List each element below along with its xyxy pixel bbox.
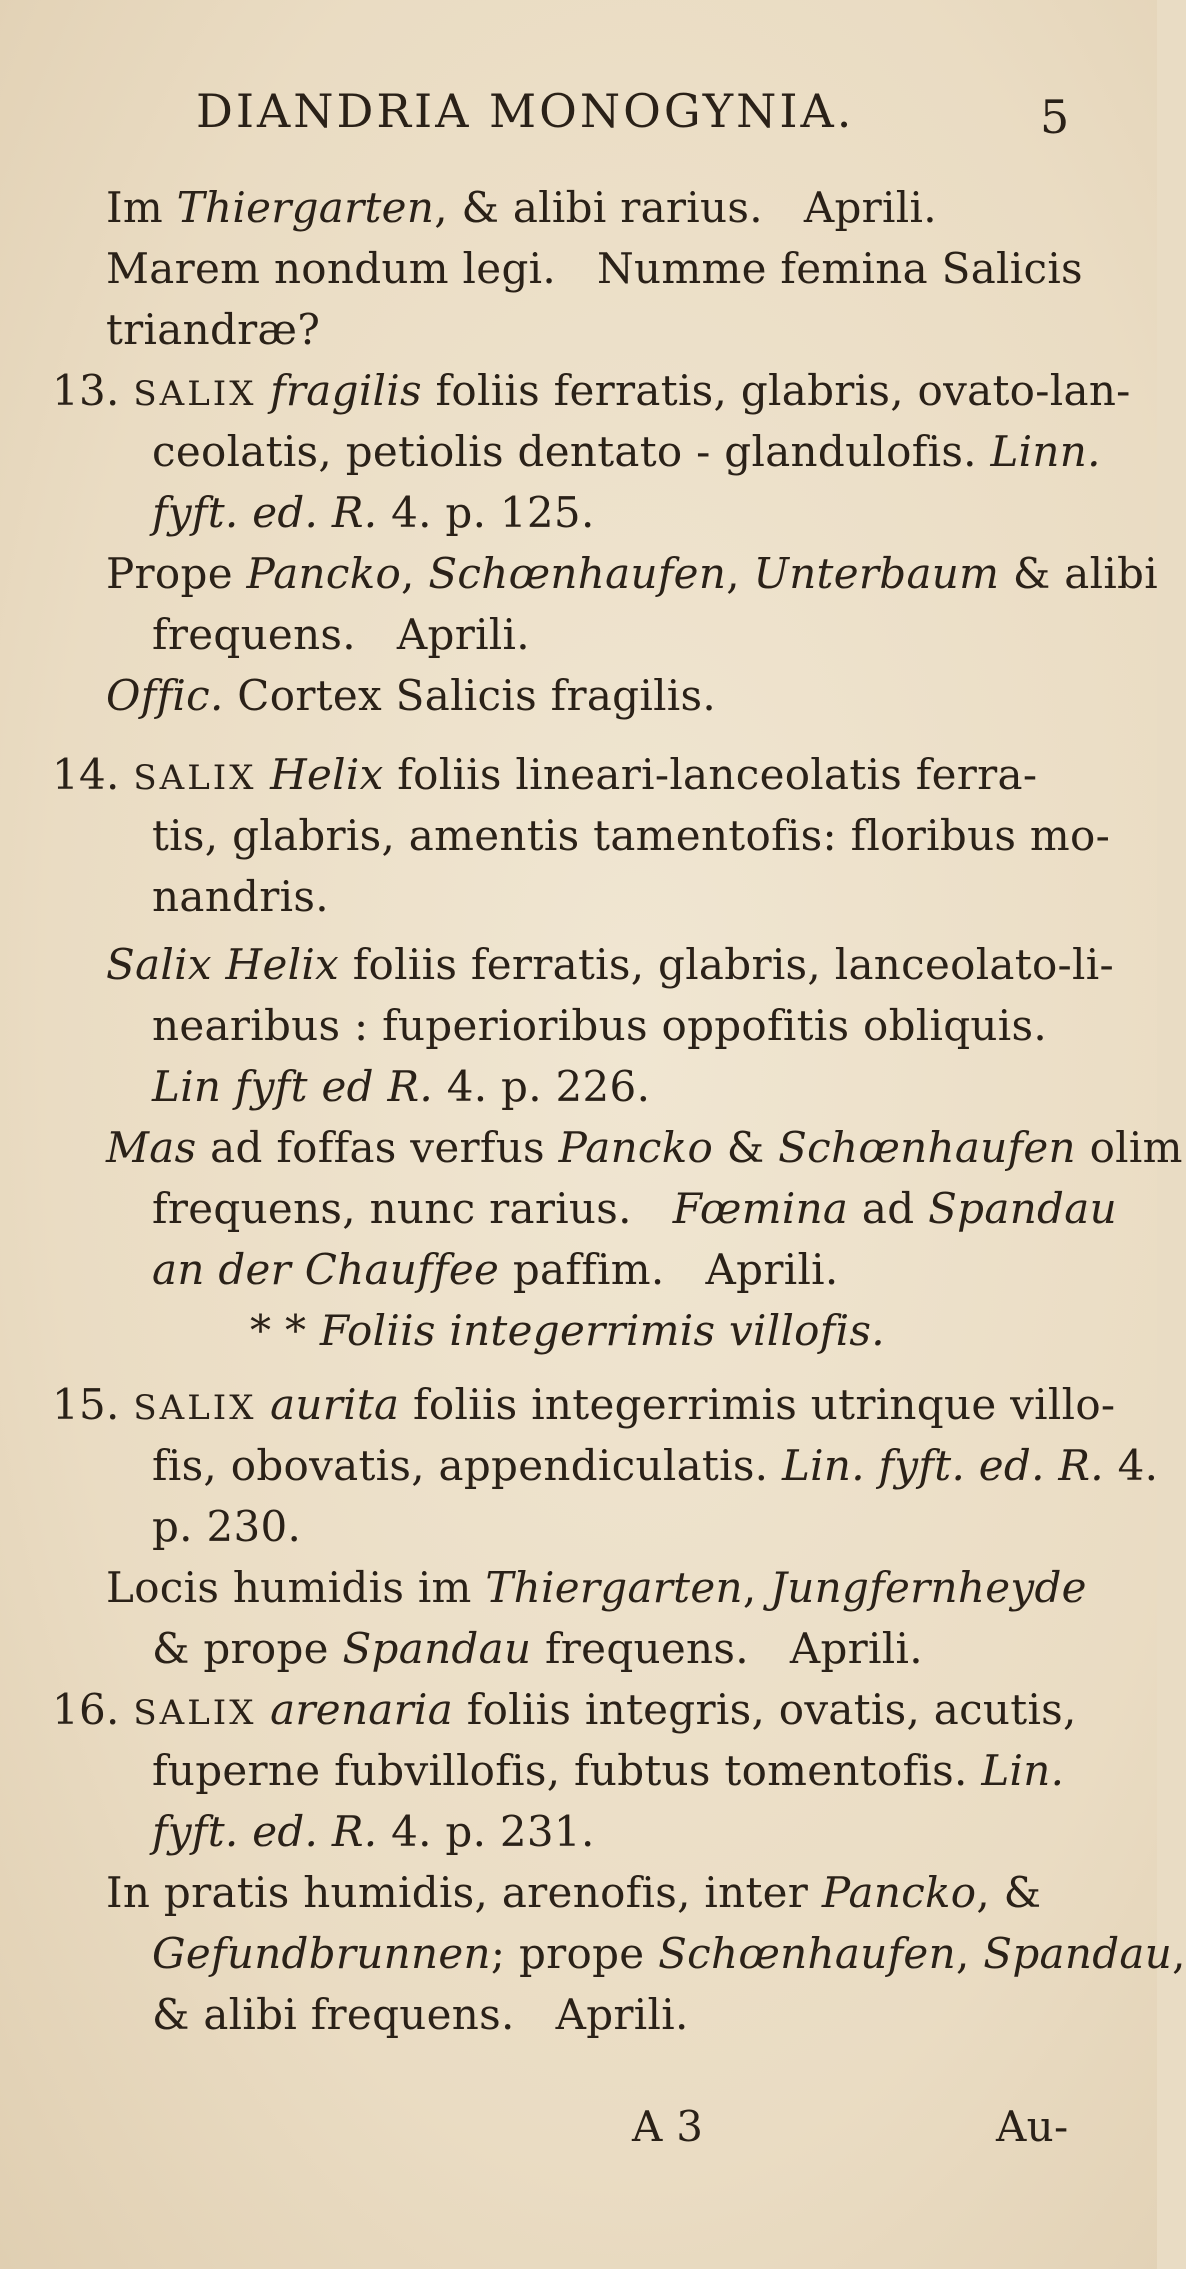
text-run: , & alibi rarius. Aprili. — [434, 183, 937, 232]
text-line — [152, 1990, 689, 2040]
italic-run: aurita — [270, 1380, 400, 1429]
running-header: DIANDRIA MONOGYNIA. — [196, 84, 855, 138]
text-line — [152, 1624, 923, 1674]
text-line — [106, 549, 1158, 599]
italic-run: Pancko — [246, 549, 402, 598]
text-run: Marem nondum legi. Numme femina Salicis — [106, 244, 1083, 293]
page-number: 5 — [1040, 90, 1073, 144]
text-run: , — [401, 549, 429, 598]
text-run: ad foffas verfus — [196, 1123, 559, 1172]
text-line — [106, 244, 1083, 294]
text-line — [52, 1685, 1077, 1738]
text-run: 4. p. 125. — [377, 488, 595, 537]
italic-run: Thiergarten — [176, 183, 435, 232]
italic-run: Linn. — [990, 427, 1101, 476]
signature-mark: A 3 — [632, 2102, 704, 2151]
text-run — [256, 750, 270, 799]
text-run: In pratis humidis, arenofis, inter — [106, 1868, 822, 1917]
text-line — [152, 1184, 1117, 1234]
text-run: triandræ? — [106, 305, 321, 354]
italic-run: Jungfernheyde — [770, 1563, 1087, 1612]
italic-run: Lin. fyft. ed. R. — [781, 1441, 1104, 1490]
italic-run: fyft. ed. R. — [152, 488, 378, 537]
text-line — [106, 940, 1114, 990]
text-run: nearibus : fuperioribus oppofitis obliquis. — [152, 1001, 1048, 1050]
italic-run: Spandau — [928, 1184, 1117, 1233]
italic-run: Spandau — [983, 1929, 1173, 1978]
italic-run: Thiergarten — [485, 1563, 743, 1612]
text-run: 4. p. 231. — [377, 1807, 595, 1856]
italic-run: Foliis integerrimis villofis. — [319, 1306, 885, 1355]
small-caps-run: SALIX — [133, 1388, 257, 1428]
text-run: frequens, nunc rarius. — [152, 1184, 673, 1233]
text-run: & alibi — [999, 549, 1158, 598]
text-line — [52, 366, 1131, 419]
catchword: Au- — [996, 2102, 1069, 2151]
text-line — [106, 1123, 1183, 1173]
text-run: Im — [106, 183, 177, 232]
text-run: & — [713, 1123, 779, 1172]
text-line — [152, 872, 329, 922]
text-run: 13. — [52, 366, 134, 415]
italic-run: Schœnhaufen — [658, 1929, 956, 1978]
text-line — [106, 1563, 1087, 1613]
text-run: ad — [848, 1184, 929, 1233]
text-run: foliis ferratis, glabris, ovato-lan- — [421, 366, 1131, 415]
text-run: 16. — [52, 1685, 134, 1734]
italic-run: Helix — [270, 750, 384, 799]
text-run: Cortex Salicis fragilis. — [223, 671, 717, 720]
text-run: * * — [250, 1306, 320, 1355]
text-line — [152, 1001, 1047, 1051]
italic-run: Salix Helix — [106, 940, 340, 989]
text-run — [256, 366, 270, 415]
italic-run: Offic. — [106, 671, 224, 720]
text-run: tis, glabris, amentis tamentofis: floribus mo- — [152, 811, 1111, 860]
text-line — [106, 671, 716, 721]
text-run: p. 230. — [152, 1502, 302, 1551]
text-run: , — [955, 1929, 984, 1978]
text-line — [52, 750, 1037, 803]
text-run: Prope — [106, 549, 247, 598]
italic-run: Mas — [106, 1123, 197, 1172]
text-run: olim — [1075, 1123, 1183, 1172]
text-run: 15. — [52, 1380, 134, 1429]
text-line — [152, 1502, 301, 1552]
text-run: 4. p. 226. — [433, 1062, 651, 1111]
text-line — [152, 1441, 1158, 1491]
small-caps-run: SALIX — [133, 374, 257, 414]
italic-run: arenaria — [270, 1685, 454, 1734]
text-line — [152, 1746, 1064, 1796]
text-run: frequens. Aprili. — [531, 1624, 923, 1673]
italic-run: Schœnhaufen — [428, 549, 727, 598]
text-run: , & — [976, 1868, 1042, 1917]
text-line — [152, 488, 595, 538]
text-run — [256, 1380, 270, 1429]
text-run: foliis ferratis, glabris, lanceolato-li- — [339, 940, 1114, 989]
text-run: 4. — [1103, 1441, 1159, 1490]
italic-run: Lin fyft ed R. — [152, 1062, 434, 1111]
text-run: , — [1172, 1929, 1186, 1978]
text-line — [152, 1807, 595, 1857]
text-line — [152, 1062, 650, 1112]
text-run: Locis humidis im — [106, 1563, 486, 1612]
italic-run: Unterbaum — [753, 549, 1000, 598]
text-line — [152, 1245, 839, 1295]
text-run: foliis integerrimis utrinque villo- — [399, 1380, 1116, 1429]
text-run: frequens. Aprili. — [152, 610, 530, 659]
text-run: ceolatis, petiolis dentato - glandulofis. — [152, 427, 991, 476]
text-line — [106, 1868, 1041, 1918]
italic-run: Fœmina — [672, 1184, 849, 1233]
text-line — [152, 610, 530, 660]
text-run: & prope — [152, 1624, 343, 1673]
text-run: 14. — [52, 750, 134, 799]
italic-run: Pancko — [558, 1123, 714, 1172]
text-run: ; prope — [490, 1929, 659, 1978]
text-run: foliis integris, ovatis, acutis, — [453, 1685, 1077, 1734]
italic-run: fyft. ed. R. — [152, 1807, 378, 1856]
italic-run: Pancko — [821, 1868, 977, 1917]
text-run: nandris. — [152, 872, 329, 921]
text-run: fis, obovatis, appendiculatis. — [152, 1441, 782, 1490]
italic-run: Gefundbrunnen — [152, 1929, 491, 1978]
text-line — [106, 305, 320, 355]
italic-run: Schœnhaufen — [778, 1123, 1076, 1172]
text-line — [250, 1306, 885, 1356]
italic-run: an der Chauffee — [152, 1245, 500, 1294]
small-caps-run: SALIX — [133, 1693, 257, 1733]
text-run: foliis lineari-lanceolatis ferra- — [383, 750, 1038, 799]
text-run: & alibi frequens. Aprili. — [152, 1990, 689, 2039]
italic-run: Spandau — [342, 1624, 532, 1673]
text-run: , — [742, 1563, 771, 1612]
text-run — [256, 1685, 270, 1734]
text-line — [106, 183, 937, 233]
text-run: paffim. Aprili. — [499, 1245, 839, 1294]
text-run: fuperne fubvillofis, fubtus tomentofis. — [152, 1746, 982, 1795]
italic-run: Lin. — [981, 1746, 1065, 1795]
text-run: , — [726, 549, 754, 598]
italic-run: fragilis — [270, 366, 422, 415]
text-line — [152, 811, 1110, 861]
text-line — [152, 427, 1101, 477]
small-caps-run: SALIX — [133, 758, 257, 798]
text-line — [52, 1380, 1115, 1433]
text-line — [152, 1929, 1186, 1979]
